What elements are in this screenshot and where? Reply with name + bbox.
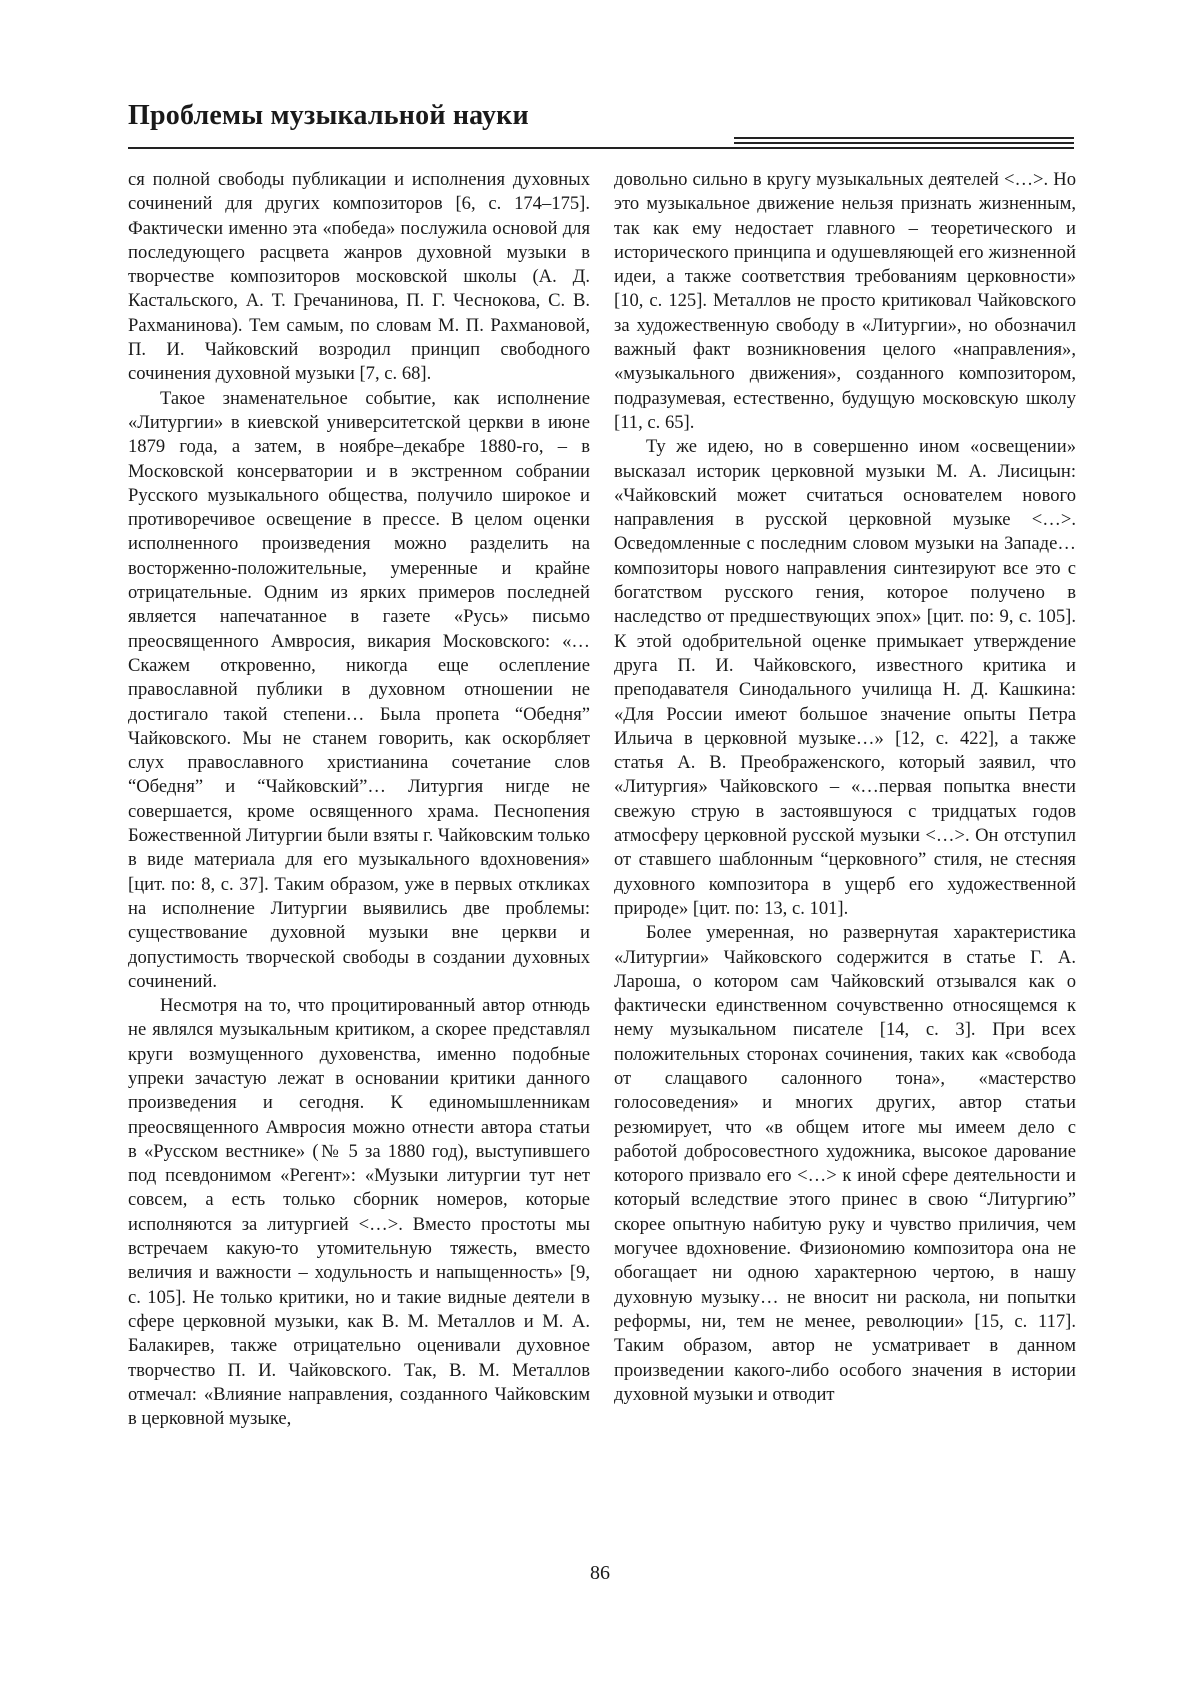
paragraph: Ту же идею, но в совершенно ином «освещении» высказал историк церковной музыки М. А. Лисицын: «Чайковский может считаться основателем нового направления в русской церковной музыке <…>. Осведомленные с последним словом музыки на Западе… композиторы нового направления синтезируют все это с богатством русского гения, которое получено в наследство от предшествующих эпох» [цит. по: 9, с. 105]. К этой одобрительной оценке примыкает утверждение друга П. И. Чайковского, известного критика и преподавателя Синодального училища Н. Д. Кашкина: «Для России имеют большое значение опыты Петра Ильича в церковной музыке…» [12, с. 422], а также статья А. В. Преображенского, который заявил, что «Литургия» Чайковского – «…первая попытка внести свежую струю в застоявшуюся с тридцатых годов атмосферу церковной русской музыки <…>. Он отступил от ставшего шаблонным “церковного” стиля, не стесняя духовного композитора в ущерб его художественной природе» [цит. по: 13, с. 101]. (614, 436, 1076, 919)
right-column (614, 168, 1076, 1407)
header-stacked-rules (734, 137, 1074, 152)
header-rule-line (734, 137, 1074, 139)
paragraph: Такое знаменательное событие, как исполнение «Литургии» в киевской университетской церкви в июне 1879 года, а затем, в ноябре–декабре 1880-го, – в Московской консерватории и в экстренном собрании Русского музыкального общества, получило широкое и противоречивое освещение в прессе. В целом оценки исполненного произведения можно разделить на восторженно-положительные, умеренные и крайне отрицательные. Одним из ярких примеров последней является напечатанное в газете «Русь» письмо преосвященного Амвросия, викария Московского: «…Скажем откровенно, никогда еще ослепление православной публики в духовном отношении не достигало такой степени… Была пропета “Обедня” Чайковского. Мы не станем говорить, как оскорбляет слух православного христианина сочетание слов “Обедня” и “Чайковский”… Литургия нигде не совершается, кроме освященного храма. Песнопения Божественной Литургии были взяты г. Чайковским только в виде материала для его музыкального вдохновения» [цит. по: 8, с. 37]. Таким образом, уже в первых откликах на исполнение Литургии выявились две проблемы: существование духовной музыки вне церкви и допустимость творческой свободы в создании духовных сочинений. (128, 387, 590, 992)
header-rule-line (734, 147, 1074, 149)
left-column (128, 168, 590, 1431)
header-rule-line (734, 142, 1074, 144)
paragraph: довольно сильно в кругу музыкальных деятелей <…>. Но это музыкальное движение нельзя признать жизненным, так как ему недостает главного – теоретического и исторического принципа и одушевляющей его жизненной идеи, а также соответствия требованиям церковности» [10, с. 125]. Металлов не просто критиковал Чайковского за художественную свободу в «Литургии», но обозначил важный факт возникновения целого «направления», «музыкального движения», созданного композитором, подразумевая, естественно, будущую московскую школу [11, с. 65]. (614, 169, 1076, 433)
journal-title: Проблемы музыкальной науки (128, 100, 529, 131)
paragraph: Более умеренная, но развернутая характеристика «Литургии» Чайковского содержится в статье Г. А. Лароша, о котором сам Чайковский отзывался как о фактически единственном сочувственно относящемся к нему музыкальном писателе [14, с. 3]. При всех положительных сторонах сочинения, таких как «свобода от слащавого салонного тона», «мастерство голосоведения» и многих других, автор статьи резюмирует, что «в общем итоге мы имеем дело с работой добросовестного художника, высокое дарование которого призвало его <…> к иной сфере деятельности и который вследствие этого принес в свою “Литургию” скорее опытную набитую руку и чувство приличия, чем могучее вдохновение. Физиономию композитора она не обогащает ни одною характерною чертою, в нашу духовную музыку… не вносит ни раскола, ни попытки реформы, ни, тем не менее, революции» [15, с. 117]. Таким образом, автор не усматривает в данном произведении какого-либо особого значения в истории духовной музыки и отводит (614, 922, 1076, 1405)
page-number: 86 (590, 1562, 610, 1584)
paragraph: Несмотря на то, что процитированный автор отнюдь не являлся музыкальным критиком, а скорее представлял круги возмущенного духовенства, именно подобные упреки зачастую лежат в основании критики данного произведения и сегодня. К единомышленникам преосвященного Амвросия можно отнести автора статьи в «Русском вестнике» (№ 5 за 1880 год), выступившего под псевдонимом «Регент»: «Музыки литургии тут нет совсем, а есть только сборник номеров, которые исполняются за литургией <…>. Вместо простоты мы встречаем какую-то утомительную тяжесть, вместо величия и важности – ходульность и напыщенность» [9, с. 105]. Не только критики, но и такие видные деятели в сфере церковной музыки, как В. М. Металлов и М. А. Балакирев, также отрицательно оценивали духовное творчество П. И. Чайковского. Так, В. М. Металлов отмечал: «Влияние направления, созданного Чайковским в церковной музыке, (128, 995, 590, 1430)
paragraph: ся полной свободы публикации и исполнения духовных сочинений для других композиторов [6, с. 174–175]. Фактически именно эта «победа» послужила основой для последующего расцвета жанров духовной музыки в творчестве композиторов московской школы (А. Д. Кастальского, А. Т. Гречанинова, П. Г. Чеснокова, С. В. Рахманинова). Тем самым, по словам М. П. Рахмановой, П. И. Чайковский возродил принцип свободного сочинения духовной музыки [7, с. 68]. (128, 169, 590, 385)
